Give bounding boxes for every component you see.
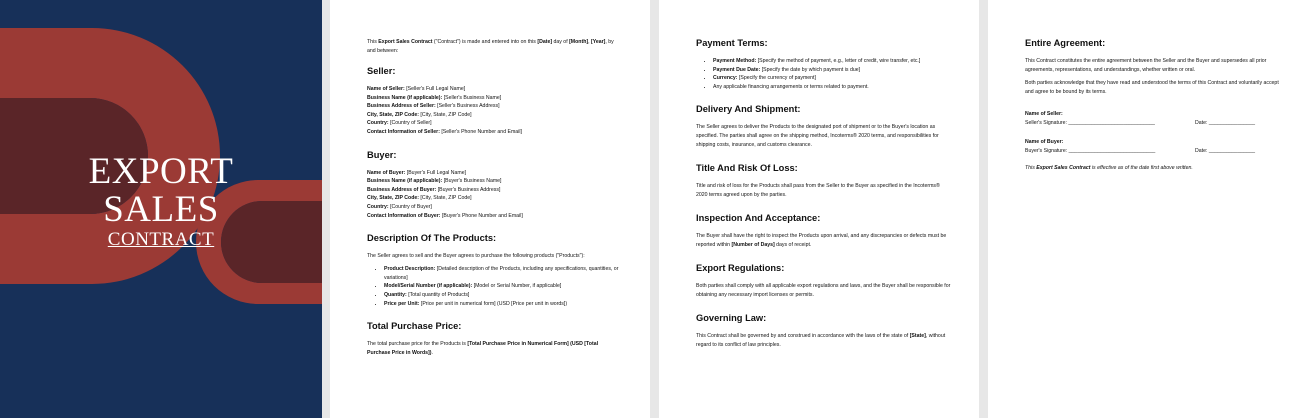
entire-text-1: This Contract constitutes the entire agreement between the Seller and the Buyer and supersedes all prior agreements, representations, and understandings, whether written or oral.	[1025, 58, 1267, 73]
seller-row: Business Address of Seller: [Seller's Business Address]	[367, 103, 500, 110]
payment-section	[696, 38, 951, 91]
buyer-section	[367, 150, 622, 221]
seller-section	[367, 66, 622, 137]
products-list	[367, 265, 622, 308]
entire-heading: Entire Agreement:	[1025, 38, 1106, 48]
list-item: • Product Description: [Detailed description of the Products, including any specifications, quantities, or variations]	[384, 265, 622, 282]
seller-row: City, State, ZIP Code: [City, State, ZIP Code]	[367, 111, 472, 118]
cover-page	[0, 0, 322, 418]
entire-agreement-section	[1025, 38, 1282, 97]
products-intro: The Seller agrees to sell and the Buyer agrees to purchase the following products ("Products"):	[367, 253, 585, 260]
list-item: • Quantity: [Total quantity of Products]	[384, 291, 622, 300]
seller-row: Business Name (if applicable): [Seller's Business Name]	[367, 94, 502, 101]
page-3	[988, 0, 1310, 418]
delivery-heading: Delivery And Shipment:	[696, 104, 801, 115]
list-item: • Any applicable financing arrangements or terms related to payment.	[713, 83, 951, 92]
cover-title-line3: CONTRACT	[107, 229, 215, 250]
buyer-row: Business Name (if applicable): [Buyer's Business Name]	[367, 178, 502, 185]
page-1	[330, 0, 650, 418]
buyer-row: Business Address of Buyer: [Buyer's Business Address]	[367, 186, 501, 193]
law-heading: Governing Law:	[696, 313, 767, 324]
export-section	[696, 263, 951, 300]
law-section	[696, 313, 951, 350]
buyer-sig-row	[1025, 147, 1282, 156]
cover-title-line1: EXPORT	[88, 151, 234, 192]
inspection-text: The Buyer shall have the right to inspect the Products upon arrival, and any discrepancies or defects must be reported within [Number of Days] days of receipt.	[696, 233, 947, 249]
inspection-section	[696, 213, 951, 250]
law-text: This Contract shall be governed by and construed in accordance with the laws of the state of [State], without regard to its conflict of law principles.	[696, 333, 946, 349]
buyer-row: Name of Buyer: [Buyer's Full Legal Name]	[367, 169, 467, 176]
title-risk-text: Title and risk of loss for the Products shall pass from the Seller to the Buyer as specified in the Incoterms® 2020 terms agreed upon by the parties.	[696, 183, 940, 199]
total-text: The total purchase price for the Products is [Total Purchase Price in Numerical Form] (USD [Total Purchase Price in Words]).	[367, 341, 599, 357]
seller-heading: Seller:	[367, 66, 396, 76]
payment-list	[696, 57, 951, 91]
total-heading: Total Purchase Price:	[367, 321, 462, 332]
buyer-sig-label: Name of Buyer:	[1025, 139, 1064, 145]
buyer-date-line: Date: ________________	[1195, 148, 1256, 154]
list-item: • Model/Serial Number (if applicable): [Model or Serial Number, if applicable]	[384, 282, 622, 291]
title-risk-section	[696, 163, 951, 200]
list-item: • Price per Unit: [Price per unit in numerical form] (USD [Price per unit in words])	[384, 300, 622, 309]
buyer-row: Country: [Country of Buyer]	[367, 203, 432, 210]
list-item: • Currency: [Specify the currency of payment]	[713, 74, 951, 83]
title-risk-heading: Title And Risk Of Loss:	[696, 163, 798, 174]
buyer-signature-block	[1025, 138, 1282, 156]
buyer-heading: Buyer:	[367, 149, 397, 160]
total-section	[367, 321, 622, 358]
cover-title-line2: SALES	[103, 189, 219, 230]
export-text: Both parties shall comply with all applicable export regulations and laws, and the Buyer shall be responsible for obtaining any necessary import licenses or permits.	[696, 283, 951, 299]
buyer-signature-line: Buyer's Signature: ______________________________	[1025, 148, 1156, 154]
seller-sig-label: Name of Seller:	[1025, 111, 1063, 117]
buyer-row: Contact Information of Buyer: [Buyer's Phone Number and Email]	[367, 212, 523, 219]
delivery-section	[696, 104, 951, 150]
seller-row: Country: [Country of Seller]	[367, 120, 432, 127]
products-heading: Description Of The Products:	[367, 233, 497, 244]
seller-signature-block	[1025, 110, 1282, 128]
seller-row: Name of Seller: [Seller's Full Legal Name]	[367, 86, 466, 92]
seller-row: Contact Information of Seller: [Seller's Phone Number and Email]	[367, 128, 522, 135]
seller-date-line: Date: ________________	[1195, 120, 1256, 126]
products-section	[367, 233, 622, 308]
inspection-heading: Inspection And Acceptance:	[696, 213, 821, 224]
buyer-row: City, State, ZIP Code: [City, State, ZIP Code]	[367, 195, 472, 202]
intro-paragraph: This Export Sales Contract ("Contract") is made and entered into on this [Date] day of [Month], [Year], by and between:	[367, 39, 614, 54]
seller-signature-line: Seller's Signature: ______________________________	[1025, 120, 1155, 126]
list-item: • Payment Method: [Specify the method of payment, e.g., letter of credit, wire transfer, etc.]	[713, 57, 951, 66]
export-heading: Export Regulations:	[696, 263, 785, 274]
closing-statement: This Export Sales Contract is effective as of the date first above written.	[1025, 165, 1193, 171]
page-2	[659, 0, 979, 418]
delivery-text: The Seller agrees to deliver the Products to the designated port of shipment or to the Buyer's location as specified. The parties shall agree on the shipping method, Incoterms® 2020 terms, and responsibilities for shipping costs, insurance, and customs clearance.	[696, 124, 939, 149]
entire-text-2: Both parties acknowledge that they have read and understood the terms of this Contract and voluntarily accept and agree to be bound by its terms.	[1025, 80, 1279, 95]
seller-sig-row	[1025, 119, 1282, 128]
payment-heading: Payment Terms:	[696, 38, 768, 48]
list-item: • Payment Due Date: [Specify the date by which payment is due]	[713, 66, 951, 75]
